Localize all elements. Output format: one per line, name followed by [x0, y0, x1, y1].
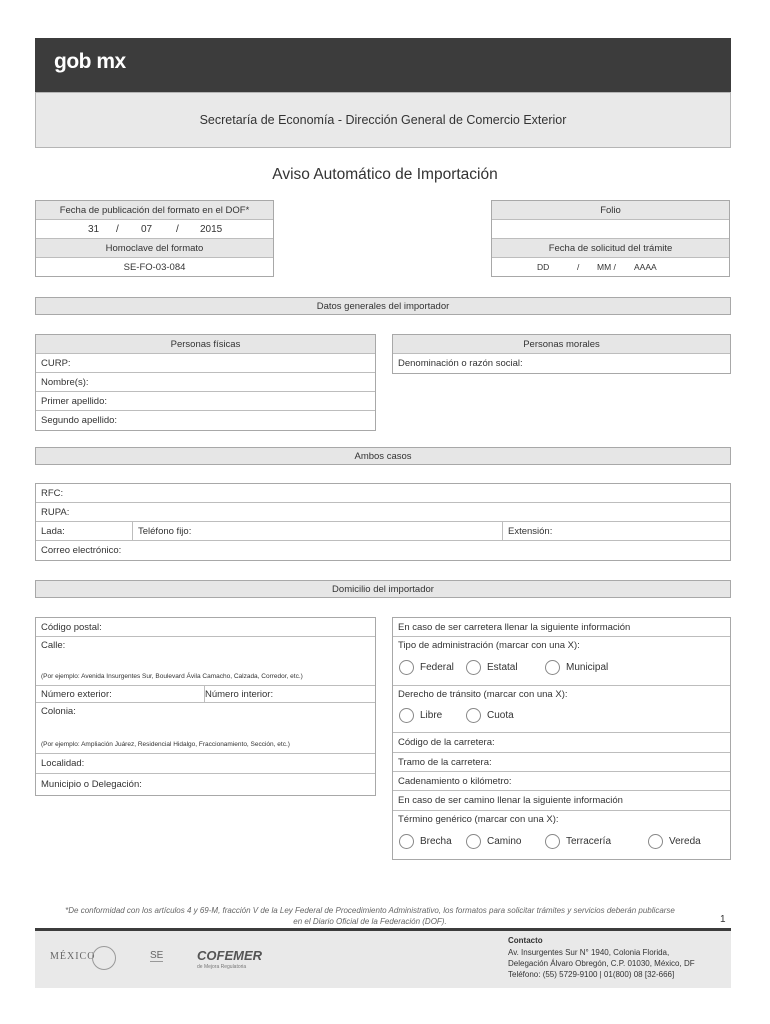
radio-circle — [466, 708, 481, 723]
section-datos-generales: Datos generales del importador — [35, 297, 731, 315]
morales-header: Personas morales — [393, 335, 730, 354]
localidad-field[interactable]: Localidad: — [36, 754, 375, 774]
colonia-field[interactable]: Colonia: (Por ejemplo: Ampliación Juárez, Residencial Hidalgo, Fraccionamiento, Sección, etc.) — [36, 703, 375, 754]
form-title: Aviso Automático de Importación — [272, 166, 498, 183]
se-logo: SE — [150, 950, 164, 961]
radio-circle — [648, 834, 663, 849]
derecho-transito-group: Derecho de tránsito (marcar con una X): Libre Cuota — [393, 686, 730, 733]
rupa-field[interactable]: RUPA: — [36, 503, 730, 522]
personas-morales-box — [392, 334, 731, 374]
carretera-info: En caso de ser carretera llenar la siguiente información — [393, 618, 730, 637]
vereda-radio[interactable]: Vereda — [648, 834, 701, 849]
folio-box — [491, 200, 730, 277]
cuota-radio[interactable]: Cuota — [466, 708, 514, 723]
radio-circle — [466, 660, 481, 675]
radio-circle — [466, 834, 481, 849]
curp-field[interactable]: CURP: — [36, 354, 375, 373]
section-domicilio: Domicilio del importador — [35, 580, 731, 598]
request-date-label: Fecha de solicitud del trámite — [492, 239, 729, 258]
folio-field[interactable] — [492, 220, 729, 239]
primer-apellido-field[interactable]: Primer apellido: — [36, 392, 375, 411]
homoclave-value: SE-FO-03-084 — [123, 261, 186, 273]
calle-field[interactable]: Calle: (Por ejemplo: Avenida Insurgentes Sur, Boulevard Ávila Camacho, Calzada, Corredor, etc.) — [36, 637, 375, 686]
radio-circle — [399, 834, 414, 849]
correo-field[interactable]: Correo electrónico: — [41, 545, 122, 556]
cofemer-sub: de Mejora Regulatoria — [197, 964, 247, 970]
mexico-logo: MÉXICO — [50, 951, 96, 962]
section-ambos-casos: Ambos casos — [35, 447, 731, 465]
codigo-postal-field[interactable]: Código postal: — [36, 618, 375, 637]
cofemer-logo: COFEMER — [197, 948, 262, 963]
terraceria-radio[interactable]: Terracería — [545, 834, 611, 849]
tramo-carretera-field[interactable]: Tramo de la carretera: — [393, 753, 730, 772]
extension-field[interactable]: Extensión: — [503, 522, 730, 541]
header-bar — [35, 38, 731, 92]
folio-label: Folio — [492, 201, 729, 220]
camino-radio[interactable]: Camino — [466, 834, 521, 849]
numero-exterior-field[interactable]: Número exterior: — [36, 686, 205, 703]
libre-radio[interactable]: Libre — [399, 708, 442, 723]
codigo-carretera-field[interactable]: Código de la carretera: — [393, 733, 730, 753]
gobmx-logo: gob mx — [54, 50, 126, 73]
radio-circle — [545, 660, 560, 675]
personas-fisicas-box — [35, 334, 376, 431]
footer-bar — [35, 928, 731, 988]
rfc-field[interactable]: RFC: — [36, 484, 730, 503]
nombre-field[interactable]: Nombre(s): — [36, 373, 375, 392]
segundo-apellido-field[interactable]: Segundo apellido: — [41, 415, 118, 426]
ambos-casos-box — [35, 483, 731, 561]
brecha-radio[interactable]: Brecha — [399, 834, 452, 849]
federal-radio[interactable]: Federal — [399, 660, 454, 675]
camino-info: En caso de ser camino llenar la siguiente información — [393, 791, 730, 811]
contact-line-2: Delegación Álvaro Obregón, C.P. 01030, México, DF — [508, 959, 695, 968]
estatal-radio[interactable]: Estatal — [466, 660, 518, 675]
pub-date-value: 31 / 07 / 2015 — [36, 220, 273, 239]
radio-circle — [399, 708, 414, 723]
request-date-field[interactable]: DD / MM / AAAA — [537, 262, 657, 272]
contact-title: Contacto — [508, 936, 543, 945]
domicilio-right-box — [392, 617, 731, 860]
tipo-administracion-group: Tipo de administración (marcar con una X): Federal Estatal Municipal — [393, 637, 730, 686]
cadenamiento-field[interactable]: Cadenamiento o kilómetro: — [393, 772, 730, 791]
seal-icon — [92, 946, 116, 970]
domicilio-left-box — [35, 617, 376, 796]
subtitle-banner: Secretaría de Economía - Dirección General de Comercio Exterior — [35, 92, 731, 148]
footnote: *De conformidad con los artículos 4 y 69-M, fracción V de la Ley Federal de Procedimiento Administrativo, los formatos para solicitar trámites y servicios deberán publicarse en el Diario Oficial de la Federación (DOF). — [65, 906, 675, 926]
fisicas-header: Personas físicas — [36, 335, 375, 354]
colonia-example: (Por ejemplo: Ampliación Juárez, Residencial Hidalgo, Fraccionamiento, Sección, etc.) — [41, 741, 290, 748]
municipal-radio[interactable]: Municipal — [545, 660, 608, 675]
contact-line-3: Teléfono: (55) 5729-9100 | 01(800) 08 [32-666] — [508, 970, 675, 979]
pub-date-label: Fecha de publicación del formato en el DOF* — [36, 201, 273, 220]
contact-line-1: Av. Insurgentes Sur N° 1940, Colonia Florida, — [508, 948, 670, 957]
publication-box — [35, 200, 274, 277]
termino-generico-group: Término genérico (marcar con una X): Brecha Camino Terracería Vereda — [398, 814, 701, 847]
telefono-field[interactable]: Teléfono fijo: — [133, 522, 503, 541]
numero-interior-field[interactable]: Número interior: — [205, 686, 375, 703]
radio-circle — [545, 834, 560, 849]
page-number: 1 — [720, 914, 726, 925]
municipio-field[interactable]: Municipio o Delegación: — [41, 779, 142, 790]
calle-example: (Por ejemplo: Avenida Insurgentes Sur, Boulevard Ávila Camacho, Calzada, Corredor, etc.) — [41, 673, 303, 680]
denominacion-field[interactable]: Denominación o razón social: — [398, 358, 523, 369]
lada-field[interactable]: Lada: — [36, 522, 133, 541]
homoclave-label: Homoclave del formato — [36, 239, 273, 258]
radio-circle — [399, 660, 414, 675]
